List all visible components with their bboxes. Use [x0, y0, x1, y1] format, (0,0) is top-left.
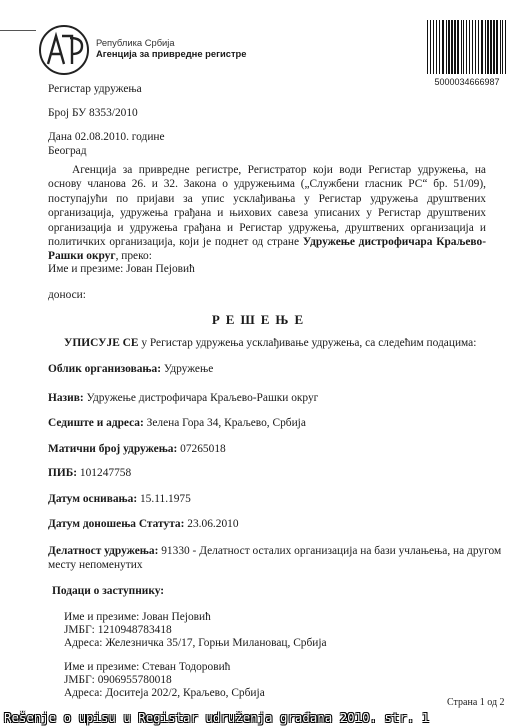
intro-tail: , преко:: [115, 250, 152, 263]
representative-line: Име и презиме: Јован Пејовић: [48, 263, 195, 275]
rep1-address: Адреса: Железничка 35/17, Горњи Милановац, Србија: [64, 637, 327, 649]
field-statute-date: [48, 517, 239, 531]
intro-paragraph: [48, 163, 486, 264]
barcode: [426, 20, 508, 74]
field-tax-id: [48, 466, 131, 480]
field-value: 07265018: [180, 443, 226, 455]
field-activity: [48, 544, 501, 558]
barcode-bar: [472, 20, 473, 74]
field-label: Облик организовања:: [48, 363, 161, 375]
barcode-bar: [454, 20, 456, 74]
margin-line: [0, 30, 36, 31]
barcode-bar: [448, 20, 450, 74]
logo-line-republic: Република Србија: [96, 37, 175, 48]
barcode-bar: [496, 20, 498, 74]
barcode-bar: [457, 20, 459, 74]
organization-name: Удружење дистрофичара Краљево-Рашки округ: [48, 236, 486, 263]
decision-statement: [64, 336, 476, 350]
barcode-bar: [500, 20, 501, 74]
field-label: Назив:: [48, 392, 84, 404]
field-label: Седиште и адреса:: [48, 417, 144, 429]
rep2-name: Име и презиме: Стеван Тодоровић: [64, 661, 231, 673]
logo-line-agency: Агенција за привредне регистре: [96, 48, 247, 59]
document-place: Београд: [48, 145, 87, 157]
field-address: [48, 416, 306, 430]
representatives-heading: Подаци о заступнику:: [52, 585, 165, 597]
field-value: Зелена Гора 34, Краљево, Србија: [146, 417, 306, 429]
caption-banner: Rešenje o upisu u Registar udruženja građana 2010. str. 1: [4, 710, 430, 725]
decision-rest: у Регистар удружења усклађивање удружења, са следећим подацима:: [138, 337, 477, 349]
logo-text: [96, 37, 247, 59]
rep2-jmbg: ЈМБГ: 0906955780018: [64, 674, 172, 686]
barcode-bar: [466, 20, 467, 74]
field-value: Удружење дистрофичара Краљево-Рашки округ: [86, 392, 319, 404]
barcode-bar: [493, 20, 495, 74]
rep1-name: Име и презиме: Јован Пејовић: [64, 611, 211, 623]
barcode-bar: [487, 20, 489, 74]
field-value: 101247758: [79, 467, 132, 479]
field-label: Делатност удружења:: [48, 545, 159, 557]
barcode-bar: [469, 20, 470, 74]
barcode-bar: [481, 20, 483, 74]
field-value: 15.11.1975: [139, 493, 191, 505]
barcode-bar: [439, 20, 440, 74]
donosi-text: доноси:: [48, 289, 86, 301]
field-founding-date: [48, 492, 191, 506]
field-activity-continued: месту непоменутих: [48, 559, 143, 571]
barcode-number: 5000034666987: [434, 77, 500, 87]
field-label: ПИБ:: [48, 467, 78, 479]
barcode-bar: [442, 20, 444, 74]
intro-text: Агенција за привредне регистре, Регистратор који води Регистар удружења, на основу чланова 26. и 32. Закона о удружењима („Службени гласник РС“ бр. 51/09), поступајући по пријави за упис усклађивања у Регистар удружења друштвених организација, удружења грађана и њихових савеза уписаних у Регистар друштвених организација и удружења грађана и Регистар удружења, друштвених организација и политичких организација, који је поднет од стране: [48, 164, 486, 249]
barcode-bar: [451, 20, 453, 74]
registry-name: Регистар удружења: [48, 83, 142, 95]
apr-logo: [38, 24, 90, 76]
barcode-bar: [478, 20, 479, 74]
barcode-bar: [485, 20, 486, 74]
page-number: Страна 1 од 2: [447, 697, 505, 708]
barcode-bar: [430, 20, 431, 74]
decision-title: РЕШЕЊЕ: [211, 312, 310, 327]
case-number: Број БУ 8353/2010: [48, 107, 138, 119]
document-date: Дана 02.08.2010. године: [48, 131, 165, 143]
field-form: [48, 362, 213, 376]
field-registration-number: [48, 442, 226, 456]
barcode-bar: [436, 20, 437, 74]
barcode-bar: [427, 20, 428, 74]
field-value: 91330 - Делатност осталих организација на бази учлањења, на другом: [161, 545, 502, 557]
barcode-bar: [475, 20, 476, 74]
field-label: Датум оснивања:: [48, 493, 138, 505]
rep2-address: Адреса: Доситеја 202/2, Краљево, Србија: [64, 687, 265, 699]
barcode-bar: [463, 20, 464, 74]
barcode-bar: [490, 20, 492, 74]
field-label: Матични број удружења:: [48, 443, 178, 455]
barcode-bar: [446, 20, 447, 74]
decision-keyword: УПИСУЈЕ СЕ: [64, 337, 139, 349]
field-name: [48, 391, 318, 405]
barcode-bar: [461, 20, 462, 74]
field-value: 23.06.2010: [187, 518, 239, 530]
field-value: Удружење: [163, 363, 214, 375]
barcode-bar: [502, 20, 503, 74]
field-label: Датум доношења Статута:: [48, 518, 185, 530]
barcode-bar: [433, 20, 434, 74]
barcode-bar: [505, 20, 506, 74]
rep1-jmbg: ЈМБГ: 1210948783418: [64, 624, 172, 636]
